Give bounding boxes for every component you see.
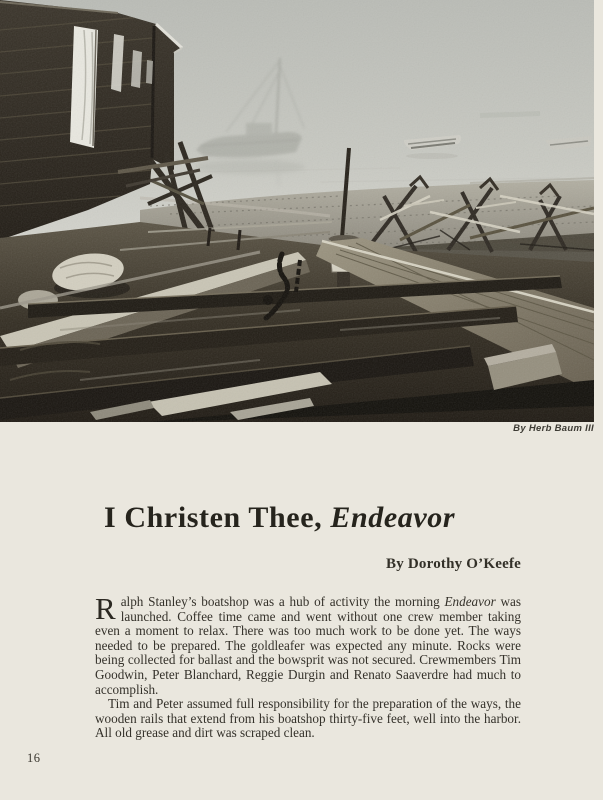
body-paragraph-2: Tim and Peter assumed full responsibility for the preparation of the ways, the wooden rails that extend from his boatshop thirty-five feet, well into the harbor. All old grease and dirt was scraped clean. [95, 696, 521, 741]
para1-text-after: was launched. Coffee time came and went without one crew member taking even a moment to relax. There was too much work to be done yet. The ways needed to be prepared. The goldleafer was expected any minute. Rocks were being collected for ballast and the bowsprit was not secured. Crewmembers Tim Goodwin, Peter Blanchard, Reggie Durgin and Renato Saaverdre had much to accomplish. [95, 594, 522, 697]
article-title-italic: Endeavor [330, 501, 456, 535]
article-title-main: I Christen Thee, [104, 501, 331, 535]
drop-cap: R [95, 591, 116, 626]
article-byline: By Dorothy O’Keefe [386, 556, 521, 572]
para1-text-before: alph Stanley’s boatshop was a hub of activity the morning [120, 594, 445, 609]
page-number: 16 [27, 751, 41, 765]
article-title [104, 501, 455, 535]
article-body [95, 591, 522, 741]
photo-credit: By Herb Baum III [513, 423, 594, 434]
para1-italic-word: Endeavor [444, 594, 496, 609]
body-paragraph-1 [95, 591, 522, 697]
